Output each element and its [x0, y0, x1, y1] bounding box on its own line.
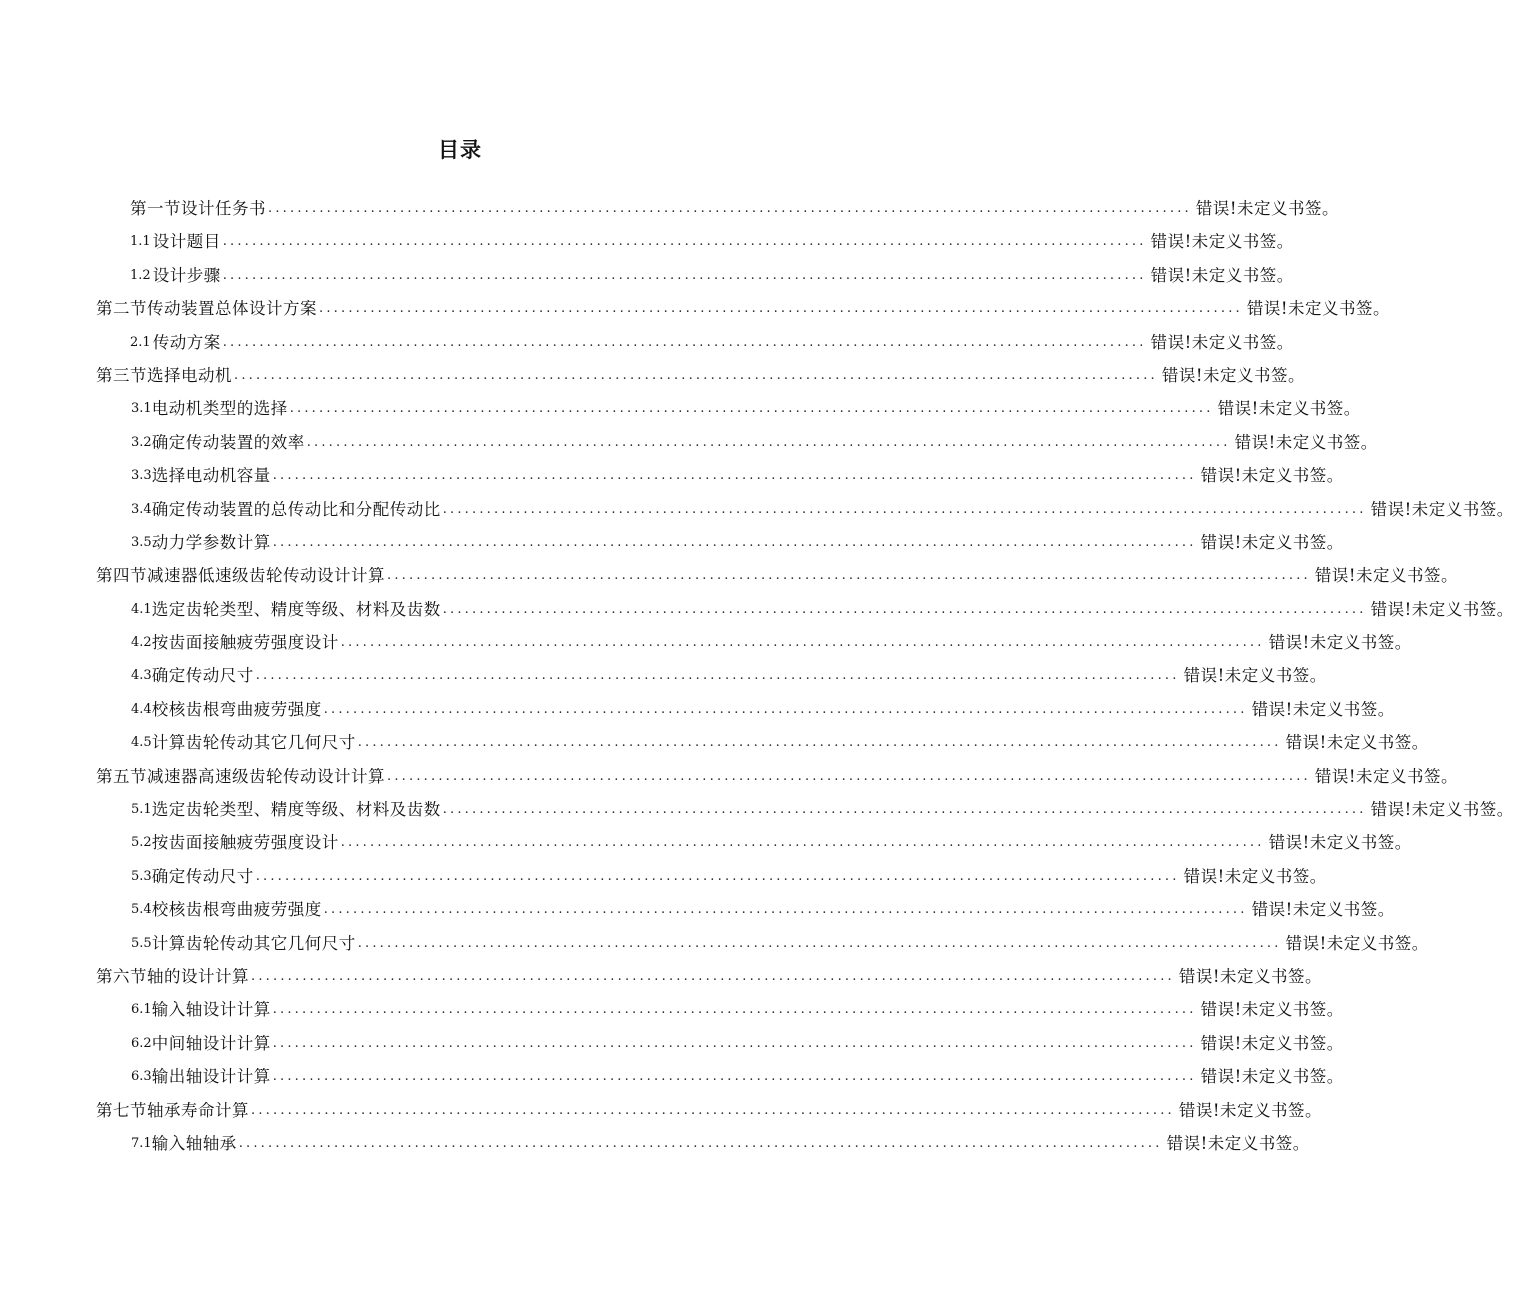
toc-entry[interactable]: [96, 292, 1391, 325]
toc-leader-dots: ..............................................................................................................................: [323, 902, 1248, 918]
toc-entry[interactable]: [96, 326, 1294, 359]
toc-leader-dots: ..............................................................................................................................: [222, 334, 1147, 350]
toc-entry-label: 第六节轴的设计计算: [96, 966, 249, 986]
toc-entry[interactable]: [96, 927, 1429, 960]
toc-entry-page: 错误!未定义书签。: [1370, 499, 1514, 519]
toc-entry-label: 选定齿轮类型、精度等级、材料及齿数: [151, 800, 441, 820]
toc-leader-dots: ..............................................................................................................................: [357, 935, 1282, 951]
toc-leader-dots: ..............................................................................................................................: [255, 668, 1180, 684]
toc-entry[interactable]: [96, 192, 1340, 225]
toc-entry-label: 选定齿轮类型、精度等级、材料及齿数: [151, 599, 441, 619]
toc-entry-number: 5.2: [131, 835, 152, 851]
toc-entry-page: 错误!未定义书签。: [1200, 1067, 1344, 1087]
toc-entry[interactable]: [96, 459, 1344, 492]
toc-entry-label: 确定传动尺寸: [151, 666, 254, 686]
toc-entry-label: 第二节传动装置总体设计方案: [96, 299, 317, 319]
toc-entry-page: 错误!未定义书签。: [1268, 633, 1412, 653]
toc-entry-number: 4.4: [131, 701, 152, 717]
toc-leader-dots: ..............................................................................................................................: [323, 701, 1248, 717]
toc-entry-label: 动力学参数计算: [151, 532, 271, 552]
toc-entry-number: 6.2: [131, 1035, 152, 1051]
toc-entry-page: 错误!未定义书签。: [1200, 532, 1344, 552]
toc-leader-dots: ..............................................................................................................................: [272, 534, 1197, 550]
toc-entry[interactable]: [96, 225, 1294, 258]
toc-entry-page: 错误!未定义书签。: [1246, 299, 1391, 319]
toc-entry-label: 输入轴轴承: [151, 1133, 237, 1153]
toc-entry-page: 错误!未定义书签。: [1150, 265, 1294, 285]
toc-entry-page: 错误!未定义书签。: [1314, 566, 1459, 586]
toc-entry[interactable]: [96, 493, 1514, 526]
toc-entry-label: 确定传动装置的总传动比和分配传动比: [151, 499, 441, 519]
toc-entry[interactable]: [96, 826, 1412, 859]
toc-entry[interactable]: [96, 626, 1412, 659]
toc-entry-number: 5.1: [131, 802, 152, 818]
toc-entry-label: 确定传动装置的效率: [151, 432, 305, 452]
toc-entry-label: 设计步骤: [152, 265, 221, 285]
toc-entry-page: 错误!未定义书签。: [1166, 1133, 1310, 1153]
toc-entry-number: 7.1: [131, 1135, 152, 1151]
toc-entry-label: 第七节轴承寿命计算: [96, 1100, 249, 1120]
toc-entry-number: 3.3: [131, 468, 152, 484]
toc-entry[interactable]: [96, 993, 1344, 1026]
toc-leader-dots: ..............................................................................................................................: [255, 868, 1180, 884]
toc-entry[interactable]: [96, 893, 1395, 926]
toc-entry-label: 输入轴设计计算: [151, 1000, 271, 1020]
toc-entry[interactable]: [96, 559, 1459, 592]
toc-entry-page: 错误!未定义书签。: [1178, 1100, 1323, 1120]
toc-leader-dots: ..............................................................................................................................: [222, 234, 1147, 250]
toc-entry[interactable]: [96, 1094, 1323, 1127]
toc-leader-dots: ..............................................................................................................................: [272, 1069, 1197, 1085]
toc-leader-dots: ..............................................................................................................................: [272, 1035, 1197, 1051]
toc-entry-label: 电动机类型的选择: [151, 399, 288, 419]
toc-entry[interactable]: [96, 359, 1306, 392]
toc-entry-number: 3.1: [131, 401, 152, 417]
toc-entry[interactable]: [96, 960, 1323, 993]
toc-leader-dots: ..............................................................................................................................: [357, 735, 1282, 751]
toc-entry-page: 错误!未定义书签。: [1370, 800, 1514, 820]
toc-entry-page: 错误!未定义书签。: [1314, 766, 1459, 786]
toc-entry-page: 错误!未定义书签。: [1200, 466, 1344, 486]
toc-entry-label: 中间轴设计计算: [151, 1033, 271, 1053]
toc-entry-label: 输出轴设计计算: [151, 1067, 271, 1087]
toc-entry[interactable]: [96, 593, 1514, 626]
toc-leader-dots: ..............................................................................................................................: [442, 601, 1367, 617]
toc-entry-label: 设计题目: [152, 232, 221, 252]
toc-entry-page: 错误!未定义书签。: [1150, 232, 1294, 252]
toc-leader-dots: ..............................................................................................................................: [222, 267, 1147, 283]
toc-entry-page: 错误!未定义书签。: [1285, 933, 1429, 953]
toc-leader-dots: ..............................................................................................................................: [238, 1135, 1163, 1151]
toc-entry-page: 错误!未定义书签。: [1200, 1000, 1344, 1020]
toc-entry-number: 5.5: [131, 935, 152, 951]
toc-entry-number: 3.2: [131, 434, 152, 450]
toc-entry-label: 确定传动尺寸: [151, 866, 254, 886]
toc-entry-page: 错误!未定义书签。: [1183, 866, 1327, 886]
toc-entry-label: 选择电动机容量: [151, 466, 271, 486]
toc-entry[interactable]: [96, 793, 1514, 826]
toc-entry-number: 5.4: [131, 902, 152, 918]
table-of-contents: [96, 192, 1514, 1160]
toc-entry-page: 错误!未定义书签。: [1234, 432, 1378, 452]
toc-entry-page: 错误!未定义书签。: [1178, 966, 1323, 986]
toc-entry-label: 第五节减速器高速级齿轮传动设计计算: [96, 766, 385, 786]
toc-leader-dots: ..............................................................................................................................: [272, 1002, 1197, 1018]
toc-entry-number: 1.2: [130, 267, 151, 283]
toc-entry[interactable]: [96, 693, 1395, 726]
toc-entry[interactable]: [96, 760, 1459, 793]
toc-entry-number: 6.1: [131, 1002, 152, 1018]
toc-entry-label: 校核齿根弯曲疲劳强度: [151, 699, 322, 719]
toc-entry-page: 错误!未定义书签。: [1150, 332, 1294, 352]
toc-entry[interactable]: [96, 426, 1378, 459]
toc-entry[interactable]: [96, 526, 1344, 559]
toc-entry-number: 4.2: [131, 635, 152, 651]
toc-entry-number: 2.1: [130, 334, 151, 350]
toc-entry[interactable]: [96, 659, 1327, 692]
toc-entry[interactable]: [96, 259, 1294, 292]
toc-entry-number: 6.3: [131, 1069, 152, 1085]
toc-entry-label: 传动方案: [152, 332, 221, 352]
toc-entry[interactable]: [96, 392, 1361, 425]
toc-entry[interactable]: [96, 860, 1327, 893]
toc-entry-number: 4.5: [131, 735, 152, 751]
toc-entry[interactable]: [96, 1027, 1344, 1060]
toc-leader-dots: ..............................................................................................................................: [387, 568, 1311, 584]
toc-entry-label: 计算齿轮传动其它几何尺寸: [151, 733, 356, 753]
toc-entry-label: 第一节设计任务书: [130, 198, 266, 218]
toc-leader-dots: ..............................................................................................................................: [387, 768, 1311, 784]
toc-entry-page: 错误!未定义书签。: [1251, 699, 1395, 719]
toc-entry[interactable]: [96, 726, 1429, 759]
toc-entry-number: 5.3: [131, 868, 152, 884]
toc-title: 目录: [438, 138, 482, 162]
toc-entry-page: 错误!未定义书签。: [1285, 733, 1429, 753]
toc-entry-label: 第三节选择电动机: [96, 365, 232, 385]
toc-entry-page: 错误!未定义书签。: [1161, 365, 1306, 385]
toc-entry-number: 3.5: [131, 534, 152, 550]
toc-entry-label: 按齿面接触疲劳强度设计: [151, 633, 339, 653]
toc-leader-dots: ..............................................................................................................................: [289, 401, 1214, 417]
toc-leader-dots: ..............................................................................................................................: [268, 200, 1192, 216]
toc-leader-dots: ..............................................................................................................................: [251, 968, 1175, 984]
toc-entry-number: 1.1: [130, 234, 151, 250]
toc-entry-page: 错误!未定义书签。: [1251, 900, 1395, 920]
toc-entry[interactable]: [96, 1060, 1344, 1093]
toc-leader-dots: ..............................................................................................................................: [340, 635, 1265, 651]
toc-entry[interactable]: [96, 1127, 1310, 1160]
toc-leader-dots: ..............................................................................................................................: [319, 301, 1243, 317]
toc-entry-label: 按齿面接触疲劳强度设计: [151, 833, 339, 853]
toc-entry-number: 3.4: [131, 501, 152, 517]
toc-entry-label: 第四节减速器低速级齿轮传动设计计算: [96, 566, 385, 586]
toc-leader-dots: ..............................................................................................................................: [272, 468, 1197, 484]
toc-entry-label: 校核齿根弯曲疲劳强度: [151, 900, 322, 920]
toc-entry-number: 4.3: [131, 668, 152, 684]
toc-entry-page: 错误!未定义书签。: [1217, 399, 1361, 419]
toc-entry-page: 错误!未定义书签。: [1370, 599, 1514, 619]
toc-leader-dots: ..............................................................................................................................: [442, 802, 1367, 818]
toc-leader-dots: ..............................................................................................................................: [234, 367, 1158, 383]
toc-leader-dots: ..............................................................................................................................: [340, 835, 1265, 851]
toc-leader-dots: ..............................................................................................................................: [442, 501, 1367, 517]
toc-leader-dots: ..............................................................................................................................: [306, 434, 1231, 450]
toc-entry-page: 错误!未定义书签。: [1195, 198, 1340, 218]
toc-entry-page: 错误!未定义书签。: [1200, 1033, 1344, 1053]
toc-entry-page: 错误!未定义书签。: [1268, 833, 1412, 853]
toc-leader-dots: ..............................................................................................................................: [251, 1102, 1175, 1118]
toc-entry-label: 计算齿轮传动其它几何尺寸: [151, 933, 356, 953]
toc-entry-number: 4.1: [131, 601, 152, 617]
toc-entry-page: 错误!未定义书签。: [1183, 666, 1327, 686]
